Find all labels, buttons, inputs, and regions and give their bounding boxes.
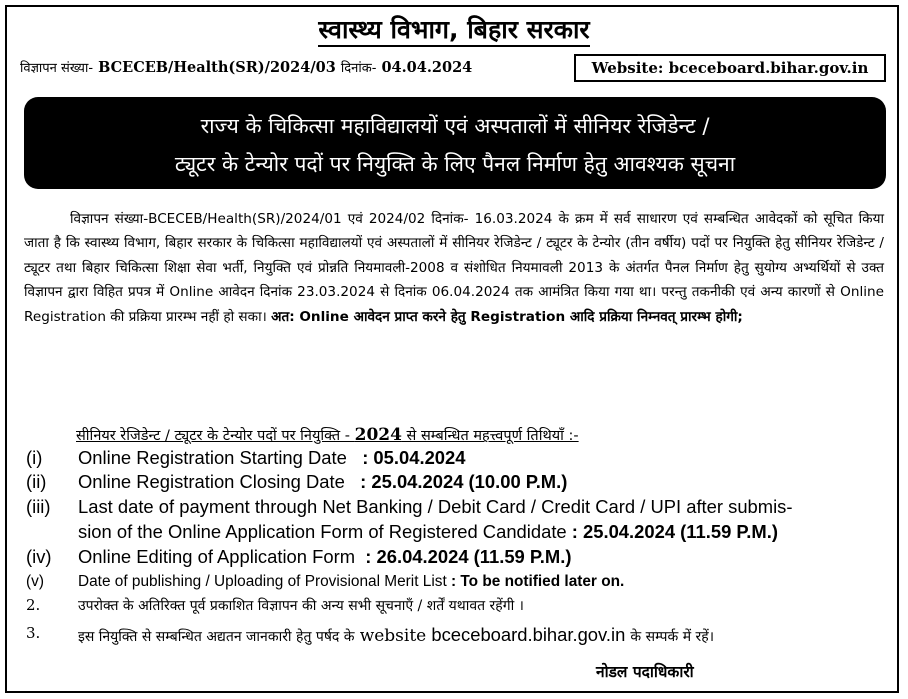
- banner-line-2: ट्यूटर के टेन्योर पदों पर नियुक्ति के लिए पैनल निर्माण हेतु आवश्यक सूचना: [174, 152, 736, 176]
- banner-line-1: राज्य के चिकित्सा महाविद्यालयों एवं अस्पतालों में सीनियर रेजिडेन्ट /: [200, 114, 710, 138]
- website-link[interactable]: bceceboard.bihar.gov.in: [431, 624, 626, 645]
- adv-number: BCECEB/Health(SR)/2024/03: [98, 59, 336, 76]
- important-dates-heading: सीनियर रेजिडेन्ट / ट्यूटर के टेन्योर पदों पर नियुक्ति - 2024 से सम्बन्धित महत्त्वपूर्ण तिथियाँ :-: [76, 425, 579, 445]
- paragraph-bold: अत: Online आवेदन प्राप्त करने हेतु Registration आदि प्रक्रिया निम्नवत् प्रारम्भ होगी;: [271, 308, 743, 325]
- advertisement-line: [20, 58, 472, 76]
- website-box: Website: bceceboard.bihar.gov.in: [574, 54, 886, 82]
- body-paragraph: [24, 207, 884, 329]
- paragraph-text: विज्ञापन संख्या-BCECEB/Health(SR)/2024/01 एवं 2024/02 दिनांक- 16.03.2024 के क्रम में सर्व साधारण एवं सम्बन्धित आवेदकों को सूचित किया जाता है कि स्वास्थ्य विभाग, बिहार सरकार के चिकित्सा महाविद्यालयों एवं अस्पतालों में सीनियर रेजिडेन्ट / ट्यूटर के टेन्योर (तीन वर्षीय) पदों पर नियुक्ति हेतु सीनियर रेजिडेन्ट / ट्यूटर तथा बिहार चिकित्सा शिक्षा सेवा भर्ती, नियुक्ति एवं प्रोन्नति नियमावली-2008 व संशोधित नियमावली 2013 के अंतर्गत पैनल निर्माण हेतु सुयोग्य अभ्यर्थियों से उक्त विज्ञापन द्वारा विहित प्रपत्र में Online आवेदन दिनांक 23.03.2024 से दिनांक 06.04.2024 तक आमंत्रित किया गया था। परन्तु तकनीकी एवं अन्य कारणों से Online Registration की प्रक्रिया प्रारम्भ नहीं हो सका।: [24, 211, 884, 325]
- signature: नोडल पदाधिकारी: [596, 663, 694, 681]
- adv-label: विज्ञापन संख्या-: [20, 61, 94, 76]
- notice-banner: [24, 97, 886, 189]
- department-title: स्वास्थ्य विभाग, बिहार सरकार: [0, 12, 908, 46]
- adv-date: 04.04.2024: [381, 59, 473, 76]
- date-label: दिनांक-: [340, 61, 377, 76]
